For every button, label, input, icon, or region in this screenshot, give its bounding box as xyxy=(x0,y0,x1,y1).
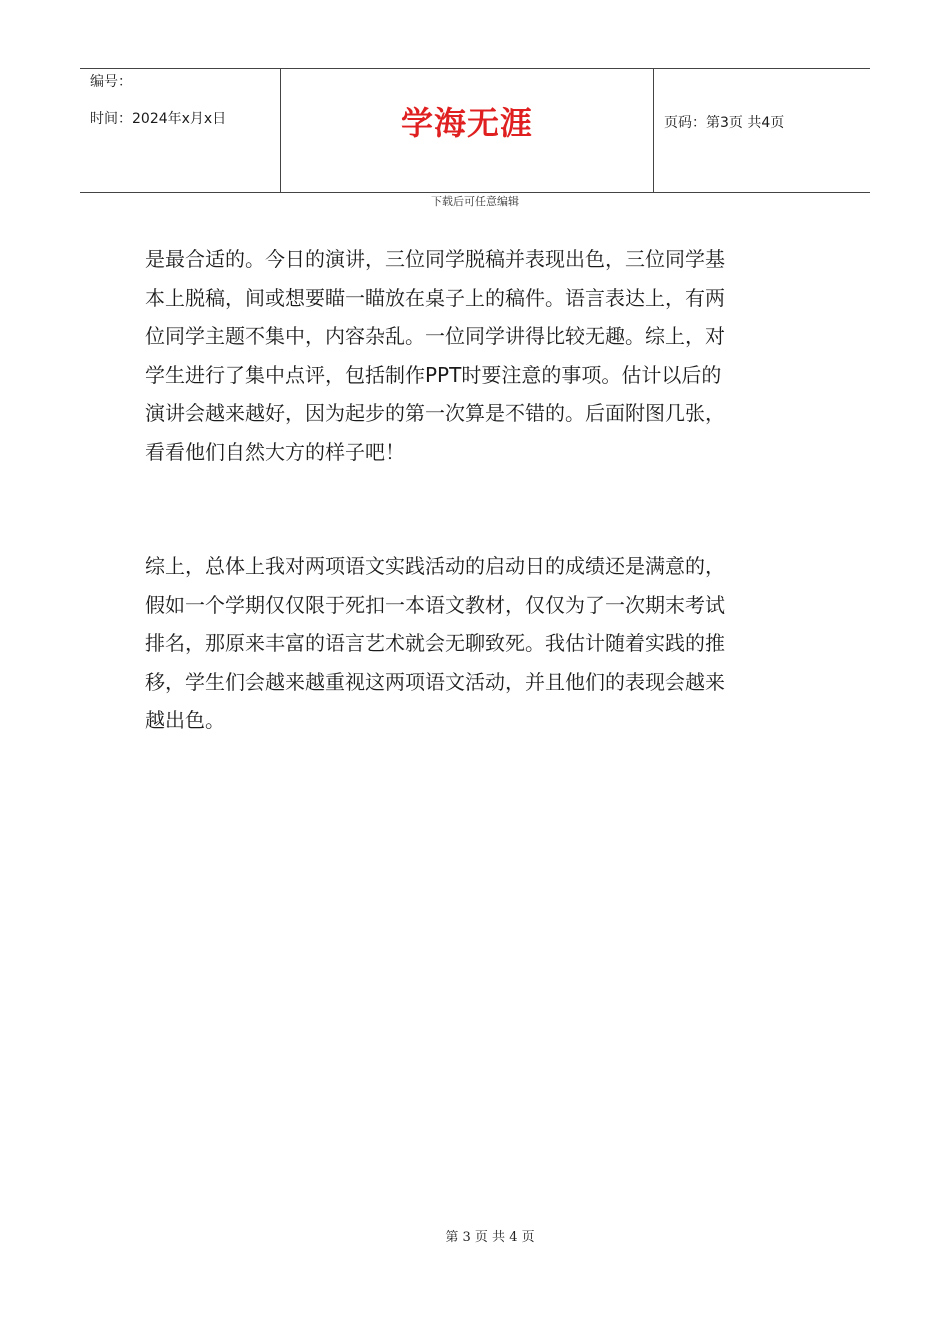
text-line: 位同学主题不集中，内容杂乱。一位同学讲得比较无趣。综上，对 xyxy=(145,324,725,348)
text-line: 越出色。 xyxy=(145,708,225,732)
header-right-cell xyxy=(654,69,870,192)
header-left-cell xyxy=(80,69,280,192)
header-center-cell xyxy=(280,69,654,192)
text-line: 演讲会越来越好，因为起步的第一次算是不错的。后面附图几张， xyxy=(145,401,725,425)
text-line: 排名，那原来丰富的语言艺术就会无聊致死。我估计随着实践的推 xyxy=(145,631,725,655)
text-line: 看看他们自然大方的样子吧！ xyxy=(145,439,405,464)
text-line: 本上脱稿，间或想要瞄一瞄放在桌子上的稿件。语言表达上，有两 xyxy=(145,285,725,310)
document-header xyxy=(80,68,870,193)
text-line: 是最合适的。今日的演讲，三位同学脱稿并表现出色，三位同学基 xyxy=(145,247,725,271)
text-line: 移，学生们会越来越重视这两项语文活动，并且他们的表现会越来 xyxy=(145,669,725,694)
text-line: 综上，总体上我对两项语文实践活动的启动日的成绩还是满意的， xyxy=(145,554,725,578)
brand-title: 学海无涯 xyxy=(400,104,533,142)
page-footer: 第 3 页 共 4 页 xyxy=(445,1230,535,1245)
body-paragraph-2 xyxy=(145,547,810,740)
date-label: 时间：2024年x月x日 xyxy=(90,111,227,127)
text-line: 假如一个学期仅仅限于死扣一本语文教材，仅仅为了一次期末考试 xyxy=(145,592,725,617)
page-number-label: 页码：第3页 共4页 xyxy=(664,115,785,131)
document-body xyxy=(145,240,810,740)
serial-number-label: 编号： xyxy=(90,74,132,90)
text-line: 学生进行了集中点评，包括制作PPT时要注意的事项。估计以后的 xyxy=(145,362,722,387)
body-paragraph-1 xyxy=(145,240,810,471)
editable-note: 下载后可任意编辑 xyxy=(431,195,519,208)
